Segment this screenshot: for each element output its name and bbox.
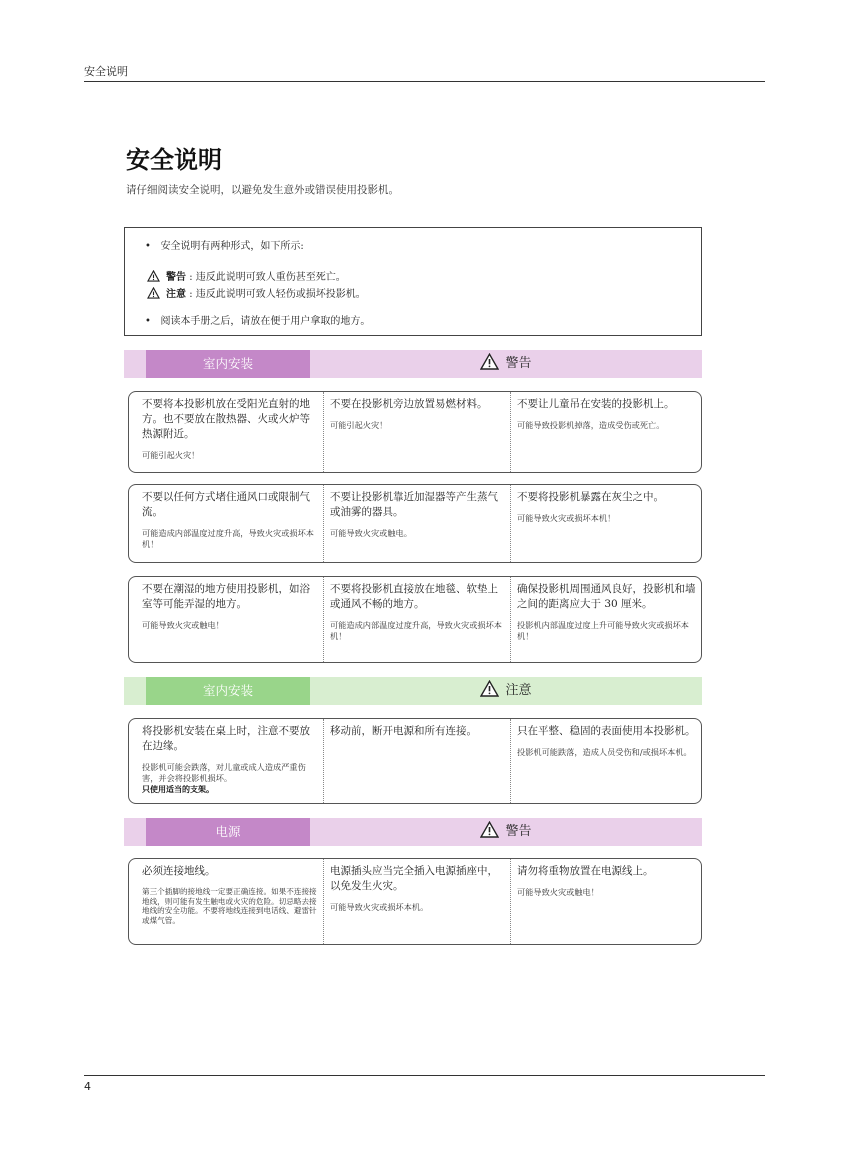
section-banner-indoor-warning	[124, 350, 702, 378]
section-label: 警告	[310, 350, 702, 378]
section-label: 警告	[310, 818, 702, 846]
warning-group	[128, 484, 702, 563]
warning-group	[128, 858, 702, 945]
safety-item: 确保投影机周围通风良好，投影机和墙之间的距离应大于 30 厘米。 投影机内部温度过度上升可能导致火灾或损坏本机！	[510, 577, 701, 662]
safety-item: 将投影机安装在桌上时，注意不要放在边缘。 投影机可能会跌落，对儿童或成人造成严重伤害，并会将投影机损坏。 只使用适当的支架。	[142, 725, 310, 794]
safety-item: 电源插头应当完全插入电源插座中，以免发生火灾。 可能导致火灾或损坏本机。	[323, 859, 510, 944]
section-tag: 室内安装	[146, 677, 310, 705]
section-banner-indoor-caution	[124, 677, 702, 705]
page-subtitle: 请仔细阅读安全说明，以避免发生意外或错误使用投影机。	[126, 184, 399, 196]
warning-triangle-icon	[480, 353, 499, 370]
section-tag: 室内安装	[146, 350, 310, 378]
page-title: 安全说明	[126, 146, 222, 174]
info-line-1: • 安全说明有两种形式，如下所示:	[145, 241, 304, 252]
section-label: 注意	[310, 677, 702, 705]
safety-item: 请勿将重物放置在电源线上。 可能导致火灾或触电！	[510, 859, 701, 944]
warning-group	[128, 576, 702, 663]
safety-item: 不要在潮湿的地方使用投影机，如浴室等可能弄湿的地方。 可能导致火灾或触电！	[142, 583, 310, 630]
safety-item: 移动前，断开电源和所有连接。	[323, 719, 510, 803]
running-header: 安全说明	[84, 65, 128, 78]
section-banner-power-warning	[124, 818, 702, 846]
footer-rule	[84, 1075, 765, 1076]
safety-item: 不要让投影机靠近加湿器等产生蒸气或油雾的器具。 可能导致火灾或触电。	[323, 485, 510, 562]
section-tag: 电源	[146, 818, 310, 846]
header-rule	[84, 81, 765, 82]
warning-triangle-icon	[147, 270, 160, 282]
safety-item: 不要将本投影机放在受阳光直射的地方。也不要放在散热器、火或火炉等热源附近。 可能引起火灾！	[142, 398, 310, 460]
info-box	[124, 227, 702, 336]
caution-triangle-icon	[480, 680, 499, 697]
warning-triangle-icon	[480, 821, 499, 838]
safety-item: 必须连接地线。 第三个插脚的接地线一定要正确连接。如果不连接接地线，则可能有发生触电或火灾的危险。切忌略去接地线的安全功能。不要将地线连接到电话线、避雷针或煤气管。	[142, 865, 317, 925]
caution-triangle-icon	[147, 287, 160, 299]
info-line-4: • 阅读本手册之后，请放在便于用户拿取的地方。	[145, 316, 371, 327]
page-number: 4	[84, 1080, 91, 1093]
info-caution-line: 注意 : 违反此说明可致人轻伤或损坏投影机。	[147, 285, 366, 300]
caution-group	[128, 718, 702, 804]
safety-item: 不要以任何方式堵住通风口或限制气流。 可能造成内部温度过度升高，导致火灾或损坏本机！	[142, 491, 314, 549]
warning-group	[128, 391, 702, 473]
safety-item: 不要让儿童吊在安装的投影机上。 可能导致投影机掉落，造成受伤或死亡。	[510, 392, 701, 472]
safety-item: 不要将投影机直接放在地毯、软垫上或通风不畅的地方。 可能造成内部温度过度升高，导致火灾或损坏本机！	[323, 577, 510, 662]
info-warning-line: 警告 : 违反此说明可致人重伤甚至死亡。	[147, 268, 346, 283]
safety-item: 只在平整、稳固的表面使用本投影机。 投影机可能跌落，造成人员受伤和/或损坏本机。	[510, 719, 701, 803]
safety-item: 不要在投影机旁边放置易燃材料。 可能引起火灾！	[323, 392, 510, 472]
safety-item: 不要将投影机暴露在灰尘之中。 可能导致火灾或损坏本机！	[510, 485, 701, 562]
